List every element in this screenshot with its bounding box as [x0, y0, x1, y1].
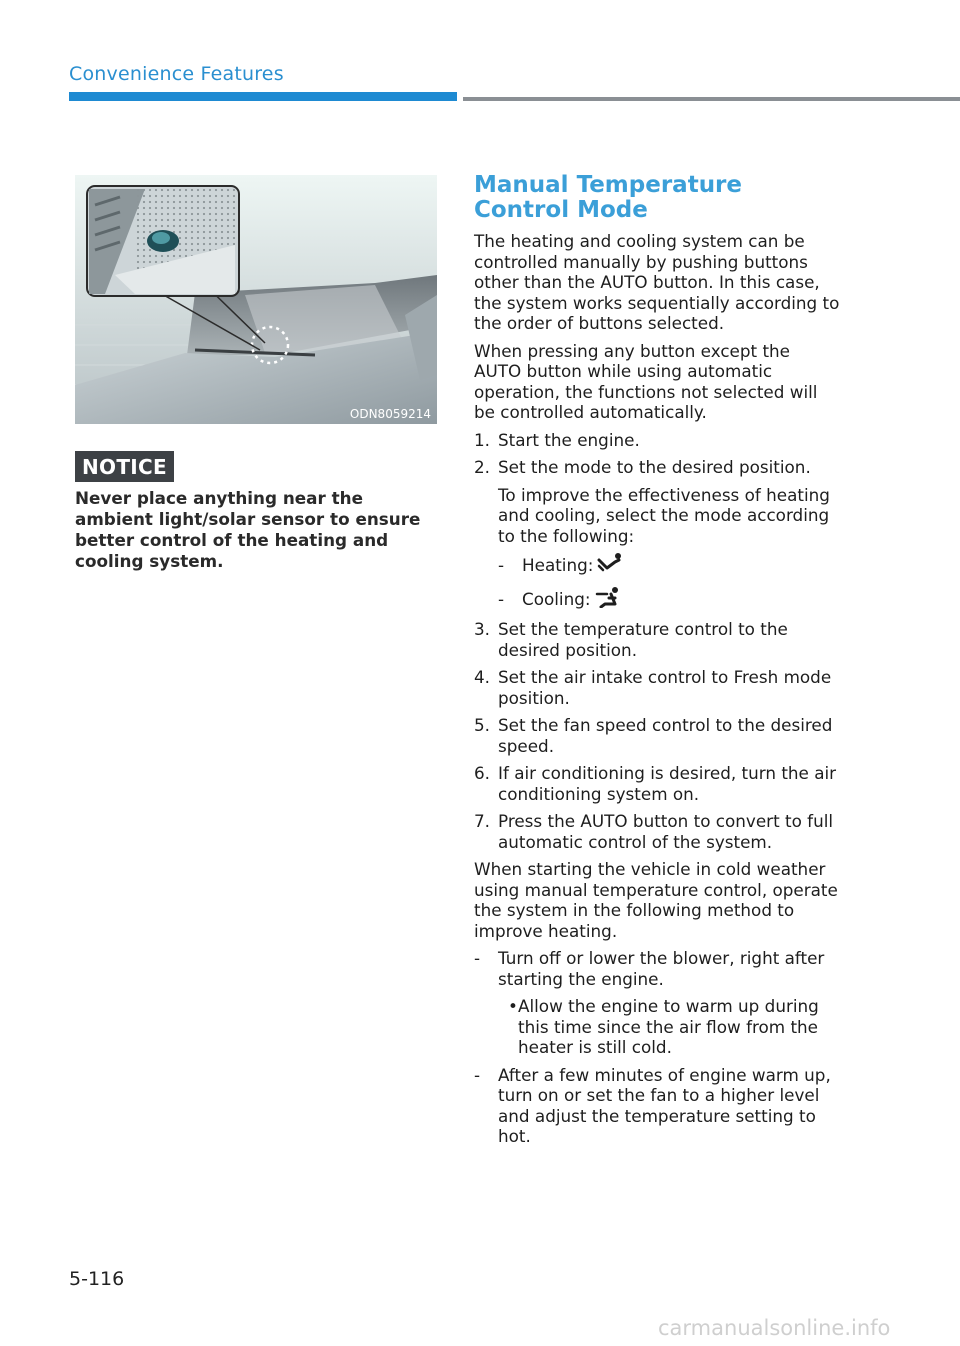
manual-mode-section: [474, 173, 840, 1154]
intro-paragraph-1: The heating and cooling system can be controlled manually by pushing buttons other than the AUTO button. In this case, the system works sequentially according to the order of buttons selected.: [474, 231, 840, 333]
floor-mode-icon: [597, 552, 623, 579]
step-number: 4.: [474, 667, 491, 687]
step-number: 6.: [474, 763, 491, 783]
step-number: 1.: [474, 429, 491, 450]
step-7: [474, 811, 840, 852]
notice-label: NOTICE: [75, 451, 174, 482]
cooling-mode-item: [498, 586, 840, 613]
watermark: carmanualsonline.info: [658, 1316, 891, 1340]
step-3: [474, 619, 840, 660]
step-number: 2.: [474, 457, 491, 477]
heating-label: Heating:: [522, 555, 594, 575]
bullet-dot: •: [508, 996, 518, 1016]
step-number: 7.: [474, 811, 491, 831]
step-text: Set the fan speed control to the desired speed.: [498, 715, 833, 756]
cooling-label: Cooling:: [522, 588, 591, 609]
step-4: [474, 667, 840, 708]
dash: -: [498, 555, 505, 575]
step-text: Press the AUTO button to convert to full automatic control of the system.: [498, 811, 834, 852]
cold-item-2: [474, 1065, 840, 1147]
windshield-sensor-drawing: [75, 175, 437, 424]
header-divider: [463, 97, 960, 101]
step-1: [474, 430, 840, 451]
notice-text: Never place anything near the ambient light/solar sensor to ensure better control of the heating and cooling system.: [75, 488, 421, 571]
step-5: [474, 715, 840, 756]
step-2: [474, 457, 840, 478]
step-text: Set the mode to the desired position.: [498, 457, 811, 477]
dash: -: [474, 948, 481, 968]
cold-item-text: Turn off or lower the blower, right after starting the engine.: [498, 948, 825, 989]
manual-mode-title: Manual Temperature Control Mode: [474, 172, 743, 223]
cold-weather-paragraph: When starting the vehicle in cold weather using manual temperature control, operate the system in the following method to improve heating.: [474, 859, 838, 941]
heating-mode-item: [498, 552, 840, 579]
section-title: Convenience Features: [69, 63, 284, 85]
header-accent-bar: [69, 92, 457, 101]
intro-paragraph-2: When pressing any button except the AUTO button while using automatic operation, the functions not selected will be controlled automatically.: [474, 340, 818, 422]
step-number: 5.: [474, 715, 491, 735]
step-text: Start the engine.: [498, 429, 640, 450]
step-6: [474, 763, 840, 804]
step-text: Set the air intake control to Fresh mode position.: [498, 667, 832, 708]
cold-bullet: [508, 996, 840, 1058]
step-number: 3.: [474, 619, 491, 639]
cold-item-1: [474, 948, 840, 989]
figure-code: ODN8059214: [349, 407, 431, 421]
page-number: 5-116: [69, 1268, 125, 1290]
step-text: Set the temperature control to the desired position.: [498, 619, 788, 660]
step-text: If air conditioning is desired, turn the air conditioning system on.: [498, 763, 837, 804]
sensor-illustration: [75, 175, 437, 424]
face-mode-icon: [595, 586, 621, 613]
dash: -: [474, 1064, 481, 1085]
cold-item-text: After a few minutes of engine warm up, turn on or set the fan to a higher level and adjust the temperature setting to hot.: [498, 1064, 831, 1146]
step-2-note: To improve the effectiveness of heating and cooling, select the mode according to the following:: [498, 484, 830, 546]
cold-bullet-text: Allow the engine to warm up during this time since the air flow from the heater is still cold.: [518, 996, 819, 1057]
dash: -: [498, 588, 505, 609]
